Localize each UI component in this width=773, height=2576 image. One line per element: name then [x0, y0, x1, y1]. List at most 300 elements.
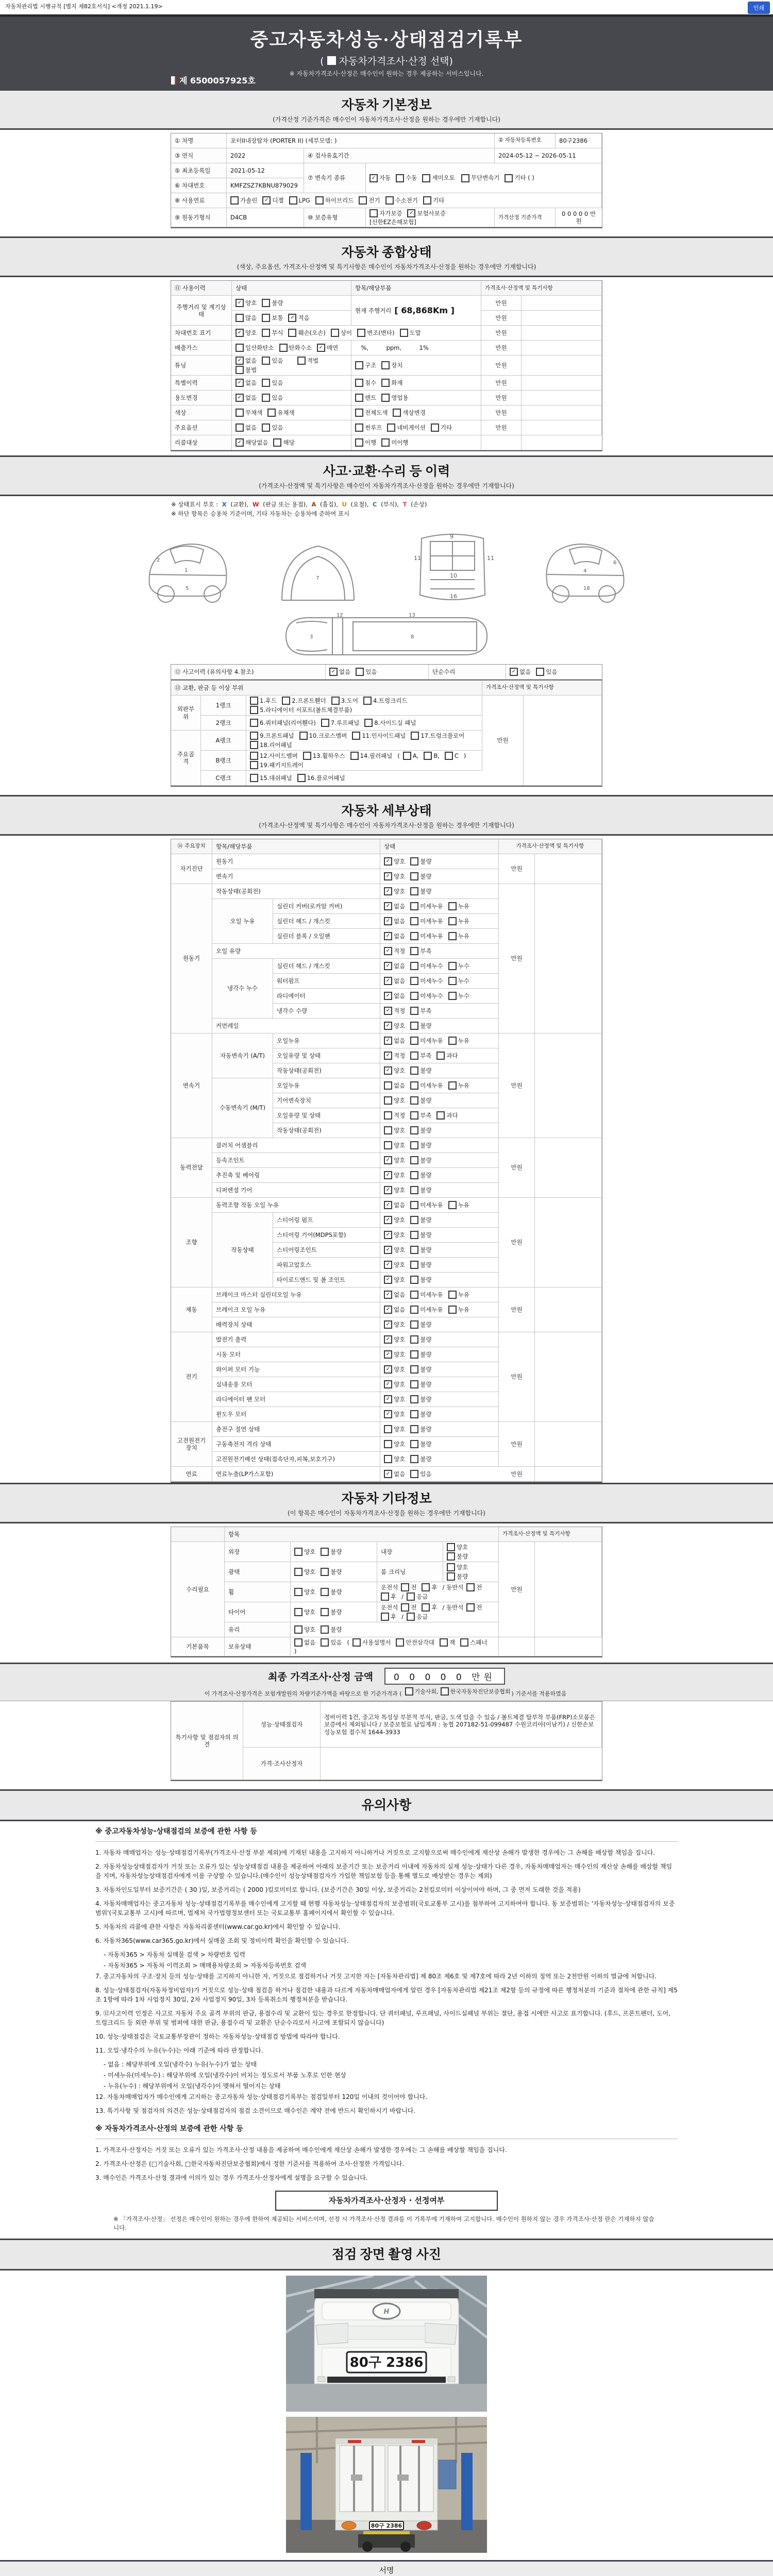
status-options	[380, 854, 499, 869]
checkbox[interactable]	[350, 752, 393, 760]
item-options-option	[351, 420, 481, 435]
checkbox[interactable]	[288, 314, 309, 322]
checkbox[interactable]	[317, 344, 338, 352]
checkbox-label: 적정	[394, 1007, 406, 1014]
checkbox-box-icon: ✓	[384, 1007, 392, 1015]
checkbox[interactable]	[230, 196, 257, 205]
checkbox[interactable]	[410, 947, 431, 955]
checkbox[interactable]	[424, 752, 440, 760]
checkbox-label: 양호	[394, 1395, 406, 1403]
device-header: ⑭ 주요장치	[171, 839, 212, 854]
checkbox[interactable]	[331, 329, 352, 337]
checkbox[interactable]	[410, 962, 443, 970]
checkbox-label: 불량	[330, 1588, 342, 1596]
checkbox[interactable]	[422, 1603, 437, 1612]
checkbox[interactable]	[400, 329, 421, 337]
checkbox[interactable]	[410, 1007, 431, 1015]
checkbox-label: 미세누유	[420, 1081, 443, 1089]
item-label: 실린더 헤드 / 개스킷	[273, 959, 380, 974]
item-label: 오일누유	[273, 1078, 380, 1093]
checkbox[interactable]	[250, 774, 292, 782]
checkbox[interactable]	[448, 1201, 469, 1209]
checkbox[interactable]	[510, 668, 531, 676]
checkbox[interactable]	[236, 423, 257, 432]
checkbox[interactable]	[410, 1380, 431, 1388]
field-label-reg-no: ② 자동차등록번호	[495, 133, 556, 148]
checkbox[interactable]	[384, 962, 405, 970]
checkbox[interactable]	[294, 1608, 315, 1616]
checkbox[interactable]	[355, 438, 376, 447]
item-label: 추진축 및 베어링	[212, 1168, 380, 1183]
checkbox[interactable]	[410, 1201, 443, 1209]
checkbox[interactable]	[410, 887, 431, 895]
checkbox[interactable]	[410, 1440, 431, 1448]
page-title: 중고자동차성능·상태점검기록부	[250, 29, 523, 50]
notice-item: 1. 자동차 매매업자는 성능·상태점검기록부(가격조사·산정 부분 제외)에 기재된 내용을 고지하지 아니하거나 거짓으로 고지함으로써 매수인에게 재산상 손해가 발생한 경우에는 그 손해를 배상할 책임을 집니다.	[95, 1849, 656, 1857]
checkbox[interactable]	[384, 1276, 405, 1284]
checkbox-box-icon	[448, 1081, 457, 1090]
checkbox-box-icon	[423, 196, 431, 205]
checkbox[interactable]	[448, 1037, 469, 1045]
checkbox[interactable]	[384, 872, 405, 880]
checkbox[interactable]	[384, 1186, 405, 1194]
checkbox[interactable]	[410, 1052, 431, 1060]
checkbox[interactable]	[236, 357, 257, 365]
item-label: 브레이크 오일 누유	[212, 1302, 380, 1317]
checkbox[interactable]	[410, 1216, 431, 1224]
checkbox[interactable]	[236, 314, 257, 322]
checkbox-box-icon: ✓	[510, 668, 518, 676]
checkbox[interactable]	[423, 196, 444, 205]
checkbox[interactable]	[250, 741, 292, 749]
checkbox-box-icon	[410, 932, 418, 940]
checkbox[interactable]	[384, 902, 405, 910]
checkbox[interactable]	[384, 1022, 405, 1030]
checkbox[interactable]	[410, 1141, 431, 1149]
checkbox[interactable]	[448, 1306, 469, 1314]
checkbox[interactable]	[299, 732, 347, 740]
checkbox[interactable]	[448, 977, 469, 985]
checkbox[interactable]	[384, 917, 405, 925]
checkbox-label: 수동	[406, 174, 417, 182]
checkbox[interactable]	[321, 719, 359, 727]
checkbox[interactable]	[447, 1563, 468, 1571]
checkbox[interactable]	[410, 1425, 431, 1433]
checkbox[interactable]	[384, 1081, 405, 1090]
checkbox[interactable]	[384, 1395, 405, 1403]
form-reference: 자동차관리법 시행규칙 [별지 제82호서식] <개정 2021.1.19>	[5, 3, 163, 10]
checkbox[interactable]	[359, 196, 380, 205]
checkbox-box-icon	[447, 1543, 455, 1551]
checkbox[interactable]	[236, 329, 257, 337]
svg-text:11: 11	[414, 555, 422, 562]
status-options-special	[232, 376, 351, 391]
checkbox[interactable]	[410, 1066, 431, 1075]
checkbox[interactable]	[384, 1261, 405, 1269]
remark-cell	[535, 1138, 602, 1198]
checkbox[interactable]	[321, 1588, 342, 1596]
checkbox[interactable]	[384, 1201, 405, 1209]
checkbox[interactable]	[352, 732, 406, 740]
checkbox[interactable]	[410, 1335, 431, 1344]
checkbox[interactable]	[236, 394, 257, 402]
misc-info-heading	[0, 1483, 773, 1523]
checkbox[interactable]	[236, 366, 257, 374]
checkbox[interactable]	[384, 1141, 405, 1149]
checkbox[interactable]	[396, 1638, 434, 1647]
checkbox-label: 무채색	[245, 409, 263, 417]
checkbox[interactable]	[279, 344, 312, 352]
warranty-options	[366, 208, 495, 227]
checkbox[interactable]	[410, 1171, 431, 1179]
checkbox[interactable]	[393, 409, 425, 417]
checkbox[interactable]	[384, 1320, 405, 1329]
checkbox[interactable]	[288, 329, 325, 337]
checkbox[interactable]	[384, 1231, 405, 1239]
checkbox[interactable]	[410, 857, 431, 866]
checkbox[interactable]	[303, 752, 345, 760]
checkbox[interactable]	[384, 992, 405, 1000]
text: 운전석	[381, 1603, 398, 1611]
checkbox[interactable]	[410, 1096, 431, 1105]
item-options-emission: %, ppm, 1%	[351, 341, 481, 355]
checkbox[interactable]	[381, 379, 402, 387]
checkbox[interactable]	[384, 1171, 405, 1179]
checkbox[interactable]	[384, 1126, 405, 1134]
checkbox[interactable]	[410, 992, 443, 1000]
checkbox[interactable]	[384, 1365, 405, 1374]
notice-item: 4. 자동차매매업자는 중고자동차 성능·상태점검기록부를 매수인에게 고지할 때 현행 자동차성능·상태점검자의 보증범위(국토교통부 고시)를 첨부하여 고지하여야 합니다. 동 보증범위는 '자동차성능·상태점검자의 보증범위'(국토교통부 고시)에 따르며, 법제처 국가법령정보센터 또는 국토교통부 홈페이지에서 확인할 수 있습니다.	[95, 1900, 675, 1917]
checkbox[interactable]	[363, 697, 408, 705]
item-label: 충전구 절연 상태	[212, 1422, 380, 1437]
checkbox[interactable]	[410, 1470, 431, 1478]
checkbox[interactable]	[448, 902, 469, 910]
checkbox[interactable]	[410, 902, 443, 910]
checkbox[interactable]	[466, 1603, 482, 1612]
checkbox[interactable]	[384, 947, 405, 955]
checkbox[interactable]	[410, 1365, 431, 1374]
checkbox[interactable]	[321, 1638, 342, 1647]
checkbox[interactable]	[410, 1350, 431, 1359]
checkbox-box-icon	[536, 668, 544, 676]
checkbox[interactable]	[384, 1216, 405, 1224]
checkbox[interactable]	[410, 977, 443, 985]
checkbox[interactable]	[262, 196, 283, 205]
checkbox[interactable]	[356, 668, 377, 676]
checkbox[interactable]	[410, 1022, 431, 1030]
checkbox[interactable]	[384, 1291, 405, 1299]
checkbox[interactable]	[384, 1350, 405, 1359]
checkbox[interactable]	[381, 1592, 396, 1601]
checkbox[interactable]	[407, 1613, 428, 1621]
rankC-items	[246, 771, 482, 786]
checkbox-label: 후	[391, 1613, 397, 1620]
checkbox[interactable]	[447, 1552, 468, 1561]
checkbox-box-icon: ✓	[384, 887, 392, 895]
checkbox[interactable]	[384, 1425, 405, 1433]
checkbox[interactable]	[250, 761, 304, 769]
checkbox[interactable]	[384, 1380, 405, 1388]
rankA-items	[246, 731, 482, 751]
checkbox[interactable]	[445, 752, 459, 760]
car-diagram-front-quarter	[134, 523, 237, 611]
checkbox[interactable]	[448, 1291, 469, 1299]
checkbox[interactable]	[297, 357, 318, 365]
checkbox[interactable]	[384, 1096, 405, 1105]
checkbox[interactable]	[422, 174, 455, 182]
checkbox-box-icon	[410, 1470, 418, 1478]
checkbox[interactable]	[355, 409, 388, 417]
checkbox[interactable]	[384, 1052, 405, 1060]
checkbox[interactable]	[460, 1638, 487, 1647]
checkbox[interactable]	[436, 1052, 458, 1060]
subgroup-label: 냉각수 누수	[212, 959, 273, 1019]
checkbox[interactable]	[236, 409, 262, 417]
checkbox[interactable]	[262, 379, 283, 387]
basic-info-heading	[0, 89, 773, 130]
checkbox-box-icon	[448, 932, 457, 940]
panel-price-cell: 만원	[482, 696, 524, 786]
checkbox[interactable]	[355, 423, 382, 432]
checkbox[interactable]	[422, 1583, 437, 1591]
checkbox-label: 전기	[368, 196, 380, 204]
checkbox[interactable]	[410, 1410, 431, 1418]
engine-type-value: D4CB	[227, 208, 304, 227]
checkbox[interactable]	[440, 1638, 455, 1647]
remark-cell	[535, 1287, 602, 1332]
checkbox[interactable]	[410, 1231, 431, 1239]
misc-blank-header	[171, 1527, 225, 1542]
checkbox-label: 불량	[420, 1350, 432, 1358]
checkbox[interactable]	[448, 932, 469, 940]
checkbox[interactable]	[289, 196, 310, 205]
checkbox[interactable]	[381, 361, 402, 369]
checkbox[interactable]	[448, 917, 469, 925]
checkbox[interactable]	[250, 697, 277, 705]
checkbox[interactable]	[357, 329, 394, 337]
checkbox[interactable]	[384, 887, 405, 895]
checkbox[interactable]	[369, 209, 402, 217]
checkbox[interactable]	[410, 1306, 443, 1314]
checkbox[interactable]	[321, 1625, 342, 1634]
checkbox[interactable]	[262, 299, 283, 307]
checkbox-label: 매연	[326, 344, 339, 352]
mileage-status-options	[232, 296, 351, 311]
checkbox[interactable]	[250, 719, 316, 727]
checkbox-label: 미세누수	[420, 962, 443, 970]
checkbox[interactable]	[466, 1583, 482, 1591]
notice-item: 8. 성능·상태점검자(자동차정비업자)가 거짓으로 성능·상태 점검을 하거나 점검한 내용과 다르게 자동차매매업자에게 알린 경우 [자동차관리법 제21조 제2항 등의 규정에 따른 행정처분의 기준과 절차에 관한 규칙] 제5조 1항에 따라 1차 사업정지 30일, 2차 사업정지 90일, 3차 등록취소의 행정처분을 받습니다.	[95, 1987, 678, 2004]
simple-repair-options	[506, 665, 602, 680]
checkbox[interactable]	[329, 668, 350, 676]
checkbox-box-icon	[410, 902, 418, 910]
checkbox[interactable]	[410, 1126, 431, 1134]
checkbox[interactable]	[294, 1638, 315, 1647]
checkbox[interactable]	[364, 719, 416, 727]
paren-open: (	[320, 56, 324, 67]
text: /	[401, 1592, 404, 1600]
device-group-0: 자기진단	[171, 854, 212, 884]
checkbox-label: 없음	[394, 932, 406, 940]
checkbox[interactable]	[297, 774, 345, 782]
checkbox[interactable]	[407, 209, 446, 217]
checkbox[interactable]	[294, 1588, 315, 1596]
checkbox[interactable]	[321, 1548, 342, 1556]
checkbox[interactable]	[410, 1455, 431, 1463]
checkbox[interactable]	[384, 1246, 405, 1254]
checkbox[interactable]	[396, 174, 417, 182]
checkbox[interactable]	[352, 1638, 391, 1647]
signature-band[interactable]	[0, 2560, 773, 2576]
checkbox-box-icon	[410, 1171, 418, 1179]
checkbox-box-icon	[236, 344, 244, 352]
checkbox-box-icon	[410, 1291, 418, 1299]
checkbox[interactable]	[315, 196, 354, 205]
checkbox[interactable]	[262, 394, 283, 402]
checkbox[interactable]	[355, 361, 376, 369]
checkbox[interactable]	[384, 1111, 405, 1120]
checkbox[interactable]	[250, 752, 298, 760]
checkbox-label: 불량	[420, 1455, 432, 1463]
checkbox[interactable]	[410, 1246, 431, 1254]
checkbox[interactable]	[403, 752, 419, 760]
row-label-tuning: 튜닝	[171, 355, 232, 376]
checkbox[interactable]	[267, 409, 294, 417]
accident-history-label: ⑫ 사고이력 (유의사항 4.참조)	[171, 665, 326, 680]
checkbox[interactable]	[410, 1186, 431, 1194]
checkbox-label: 있음	[272, 379, 283, 387]
checkbox[interactable]	[410, 1111, 431, 1120]
checkbox-label: 양호	[394, 1380, 406, 1388]
checkbox[interactable]	[294, 1625, 315, 1634]
checkbox[interactable]	[236, 379, 257, 387]
checkbox-box-icon	[297, 774, 306, 782]
checkbox-label: 불량	[420, 1141, 432, 1149]
checkbox-box-icon	[315, 196, 324, 205]
accident-history-title: 사고·교환·수리 등 이력	[323, 465, 450, 479]
checkbox-box-icon	[396, 174, 404, 182]
checkbox[interactable]	[448, 1081, 469, 1090]
checkbox[interactable]	[384, 1007, 405, 1015]
checkbox[interactable]	[436, 1111, 458, 1120]
checkbox-box-icon	[422, 174, 430, 182]
checkbox[interactable]	[384, 932, 405, 940]
checkbox[interactable]	[236, 344, 274, 352]
checkbox[interactable]	[250, 732, 294, 740]
checkbox-label: 렌트	[365, 394, 377, 402]
checkbox[interactable]	[410, 1320, 431, 1329]
checkbox[interactable]	[262, 329, 283, 337]
checkbox[interactable]	[384, 1335, 405, 1344]
checkbox[interactable]	[273, 438, 294, 447]
checkbox[interactable]	[262, 357, 283, 365]
checkbox[interactable]	[384, 1455, 405, 1463]
checkbox[interactable]	[401, 1583, 416, 1591]
checkbox-label: 한국자동차진단보증협회	[450, 1688, 511, 1696]
checkbox[interactable]	[536, 668, 557, 676]
checkbox[interactable]	[236, 299, 257, 307]
interior-label: 내장	[377, 1542, 443, 1562]
checkbox[interactable]	[410, 1291, 443, 1299]
checkbox-box-icon	[250, 752, 258, 760]
checkbox[interactable]	[447, 1572, 468, 1581]
checkbox-label: 불량	[420, 1246, 432, 1253]
checkbox[interactable]	[410, 1395, 431, 1403]
checkbox[interactable]	[387, 423, 426, 432]
checkbox[interactable]	[447, 1543, 468, 1551]
checkbox[interactable]	[369, 174, 391, 182]
checkbox-box-icon	[294, 1638, 303, 1647]
status-header: 상태	[380, 839, 499, 854]
checkbox[interactable]	[384, 1037, 405, 1045]
checkbox[interactable]	[448, 992, 469, 1000]
checkbox[interactable]	[505, 174, 534, 182]
checkbox-label: 양호	[394, 1350, 406, 1358]
checkbox[interactable]	[410, 1261, 431, 1269]
checkbox[interactable]	[331, 697, 358, 705]
checkbox-box-icon: ✓	[384, 1216, 392, 1224]
checkbox[interactable]	[262, 314, 283, 322]
checkbox-label: 양호	[394, 1410, 406, 1418]
checkbox[interactable]	[294, 1568, 315, 1576]
checkbox[interactable]	[384, 857, 405, 866]
checkbox[interactable]	[405, 1687, 439, 1696]
print-button[interactable]: 인쇄	[748, 2, 770, 14]
checkbox[interactable]	[355, 379, 376, 387]
rankB-label: B랭크	[201, 751, 246, 771]
checkbox[interactable]	[461, 174, 500, 182]
checkbox[interactable]	[407, 1592, 428, 1601]
checkbox[interactable]	[411, 732, 464, 740]
checkbox[interactable]	[448, 962, 469, 970]
checkbox[interactable]	[384, 1306, 405, 1314]
price-survey-select-label: 자동차가격조사·산정 선택	[339, 56, 449, 67]
checkbox[interactable]	[384, 1440, 405, 1448]
checkbox[interactable]	[250, 706, 352, 714]
checkbox[interactable]	[384, 1470, 405, 1478]
checkbox[interactable]	[381, 394, 408, 402]
checkbox[interactable]	[381, 1613, 396, 1621]
checkbox[interactable]	[385, 196, 418, 205]
checkbox[interactable]	[321, 1608, 342, 1616]
exterior-label: 외장	[225, 1542, 291, 1562]
checkbox[interactable]	[384, 1156, 405, 1164]
checkbox[interactable]	[282, 697, 326, 705]
checkbox[interactable]	[384, 1410, 405, 1418]
checkbox[interactable]	[410, 1037, 443, 1045]
checkbox[interactable]	[384, 977, 405, 985]
checkbox[interactable]	[410, 1081, 443, 1090]
checkbox[interactable]	[410, 872, 431, 880]
checkbox-box-icon: ✓	[384, 1052, 392, 1060]
checkbox[interactable]	[431, 423, 452, 432]
checkbox[interactable]	[384, 1066, 405, 1075]
checkbox[interactable]	[262, 423, 283, 432]
checkbox[interactable]	[355, 394, 376, 402]
checkbox[interactable]	[321, 1568, 342, 1576]
checkbox[interactable]	[401, 1603, 416, 1612]
checkbox[interactable]	[410, 1156, 431, 1164]
checkbox[interactable]	[410, 1276, 431, 1284]
checkbox[interactable]	[441, 1687, 511, 1696]
item-options-recall	[351, 435, 481, 450]
checkbox[interactable]	[410, 932, 443, 940]
checkbox[interactable]	[410, 917, 443, 925]
checkbox-label: 양호	[245, 329, 257, 337]
checkbox[interactable]	[381, 438, 408, 447]
checkbox[interactable]	[294, 1548, 315, 1556]
checkbox[interactable]	[236, 438, 268, 447]
